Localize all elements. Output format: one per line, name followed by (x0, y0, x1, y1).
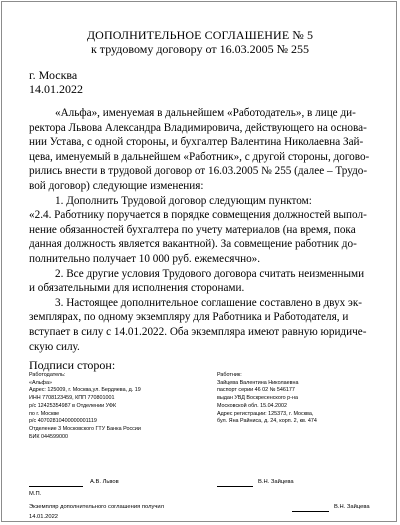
text-line: «2.4. Работнику поручается в порядке совмещения должностей выпол- (29, 209, 367, 222)
text-line: 3. Настоящее дополнительное соглашение составлено в двух эк- (55, 296, 363, 309)
employee-details (217, 372, 387, 426)
detail-line: Зайцева Валентина Николаевна (217, 379, 299, 386)
employer-signatory-name: А.В. Львов (90, 479, 119, 485)
detail-line: БИК 044599000 (29, 433, 69, 440)
preamble-paragraph (29, 106, 380, 194)
detail-line: выдан УВД Воскресенского р-на (217, 395, 298, 402)
receipt-signature-line (292, 511, 329, 512)
employer-details (29, 372, 209, 441)
employee-signature-line (217, 486, 253, 487)
text-line: вой договор) следующие изменения: (29, 179, 204, 192)
document-subtitle: к трудовому договору от 16.03.2005 № 255 (90, 42, 310, 56)
text-line: полнительно получает 10 000 руб. ежемесячно». (29, 252, 261, 265)
text-line: данная должность является вакантной). За совмещение работник до- (29, 238, 357, 251)
clause-1 (29, 194, 380, 267)
detail-line: р/с 12425354987 в Отделении УФК (29, 402, 117, 409)
detail-line: Адрес регистрации: 125373, г. Москва, (217, 410, 314, 417)
text-line: нение обязанностей бухгалтера по учету материалов (на время, пока (29, 223, 356, 236)
document-title: ДОПОЛНИТЕЛЬНОЕ СОГЛАШЕНИЕ № 5 (86, 28, 314, 42)
detail-line: Работодатель: (29, 372, 66, 378)
text-line: «Альфа», именуемая в дальнейшем «Работодатель», в лице ди- (55, 107, 356, 119)
text-line: земплярах, по одному экземпляру для Работника и Работодателя, и (29, 311, 349, 324)
receipt-signatory-name: В.Н. Зайцева (334, 504, 370, 510)
text-line: 1. Дополнить Трудовой договор следующим пунктом: (55, 194, 312, 207)
signatures-title: Подписи сторон: (29, 358, 116, 372)
text-line: нии Устава, с одной стороны, и бухгалтер Валентина Николаевна Зай- (29, 136, 364, 149)
detail-line: ИНН 7708123459, КПП 770801001 (29, 395, 115, 402)
clause-2 (29, 267, 380, 296)
detail-line: по г. Москве (29, 410, 60, 417)
text-line: скую силу. (29, 340, 80, 353)
detail-line: паспорт серии 46 02 № 546177 (217, 387, 295, 394)
text-line: вступает в силу с 14.01.2022. Оба экземпляра имеют равную юридиче- (29, 325, 367, 338)
text-line: и обязательными для исполнения сторонами. (29, 282, 245, 295)
text-line: рились внести в трудовой договор от 16.03.2005 № 255 (далее – Трудо- (29, 165, 368, 178)
document-page (1, 1, 397, 522)
detail-line: «Альфа» (29, 379, 52, 386)
agreement-body (29, 106, 380, 354)
employer-signature-line (29, 486, 83, 487)
document-date: 14.01.2022 (29, 82, 83, 96)
text-line: ректора Львова Александра Владимировича, действующего на основа- (29, 121, 367, 134)
detail-line: бул. Яна Райниса, д. 24, корп. 2, кв. 474 (217, 418, 317, 425)
text-line: цева, именуемый в дальнейшем «Работник», с другой стороны, догово- (29, 150, 370, 163)
detail-line: р/с 40702810400000001119 (29, 418, 97, 425)
employee-signatory-name: В.Н. Зайцева (258, 479, 294, 485)
detail-line: Работник: (217, 372, 242, 378)
receipt-date: 14.01.2022 (29, 514, 59, 520)
detail-line: Московской обл. 15.04.2002 (217, 402, 288, 409)
city: г. Москва (29, 68, 78, 82)
detail-line: Адрес: 125009, г. Москва,ул. Бердяева, д. 19 (29, 387, 141, 394)
receipt-note: Экземпляр дополнительного соглашения получил (29, 504, 165, 510)
clause-3 (29, 296, 380, 354)
stamp-placeholder: М.П. (29, 491, 42, 497)
detail-line: Отделение 3 Московского ГТУ Банка России (29, 425, 141, 432)
text-line: 2. Все другие условия Трудового договора считать неизменными (55, 267, 365, 280)
